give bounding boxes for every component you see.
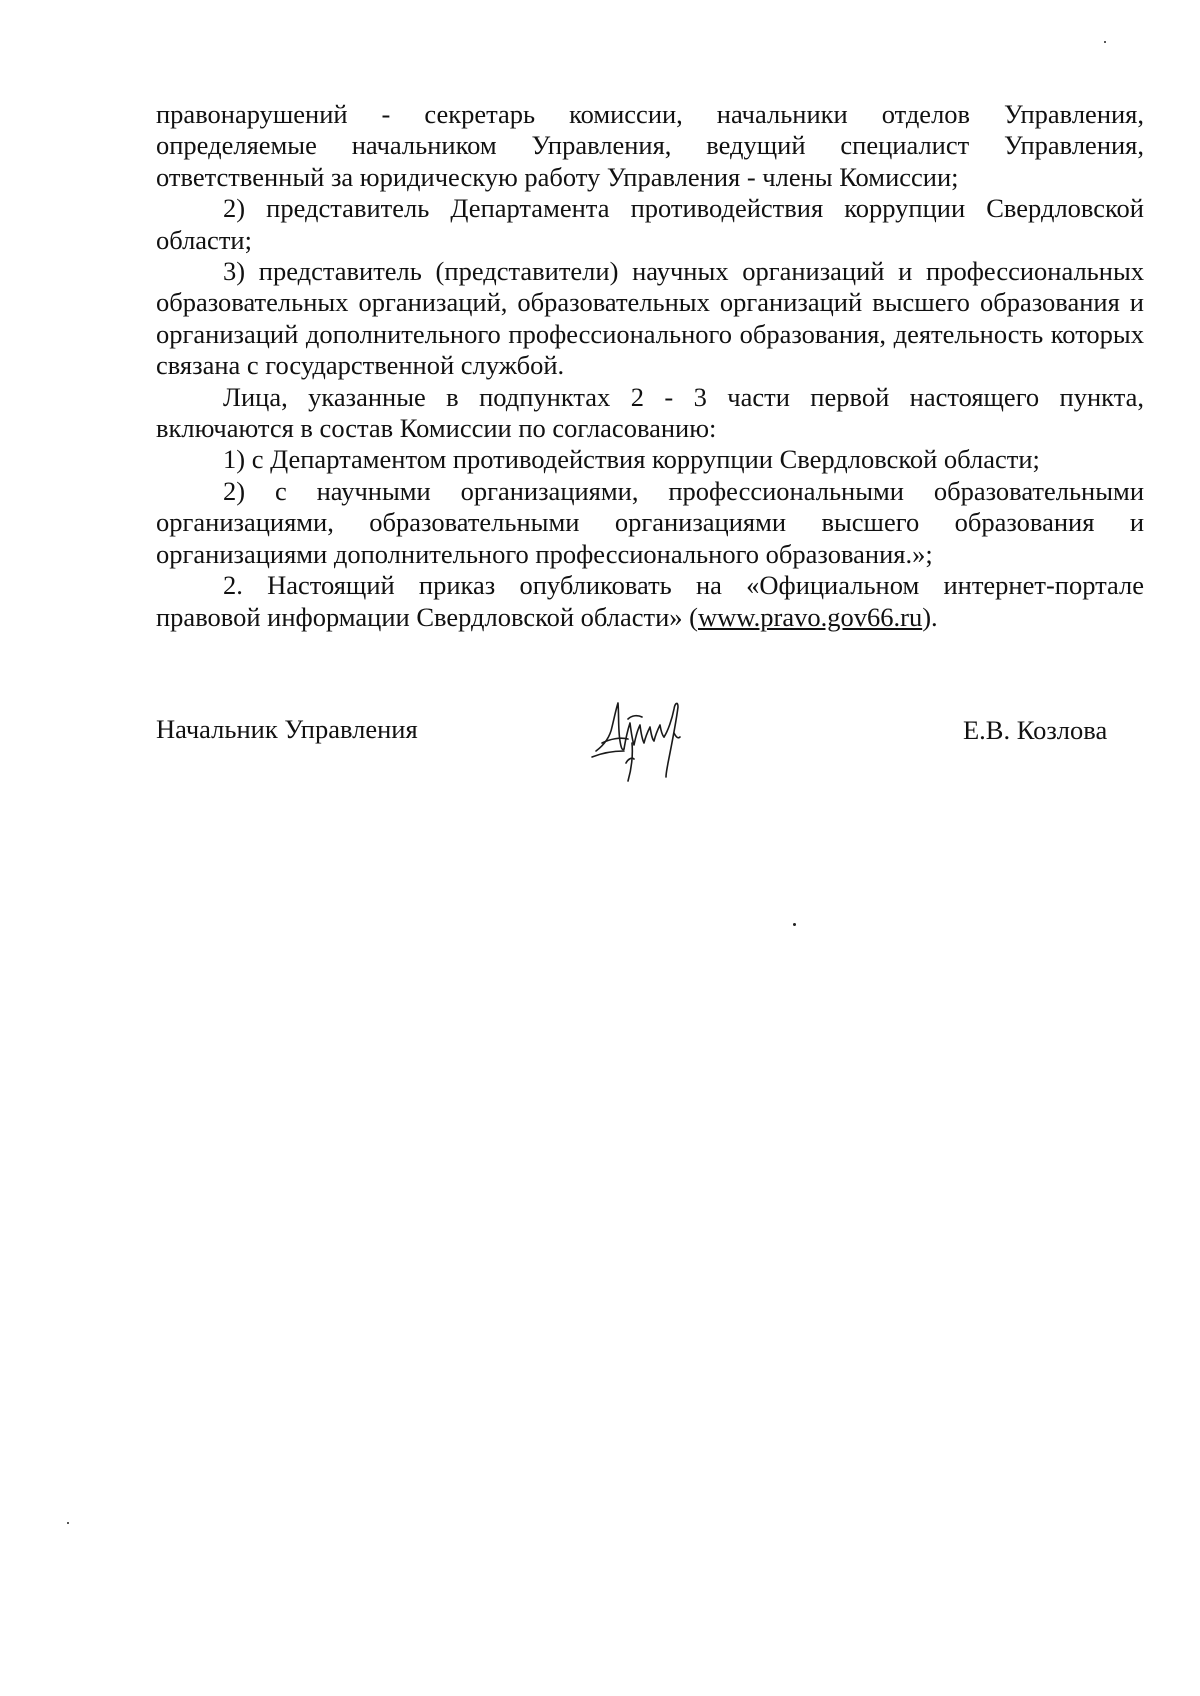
- document-body: [156, 99, 1144, 633]
- portal-url-link[interactable]: www.pravo.gov66.ru: [697, 601, 923, 632]
- paragraph-item-2-department: 2) представитель Департамента противодействия коррупции Свердловской области;: [156, 193, 1144, 255]
- signatory-name: Е.В. Козлова: [963, 715, 1108, 745]
- paragraph-agreement-1: 1) с Департаментом противодействия коррупции Свердловской области;: [223, 444, 1040, 475]
- paragraph-publish-order: [156, 570, 1144, 633]
- scan-speck: [793, 923, 796, 926]
- paragraph-agreement-2: 2) с научными организациями, профессиональными образовательными организациями, образовательными организациями высшего образования и организациями дополнительного профессионального образования.»;: [156, 475, 1144, 569]
- scan-speck: [67, 1522, 69, 1524]
- signatory-role: Начальник Управления: [156, 714, 418, 744]
- handwritten-signature: [588, 693, 700, 791]
- publish-text-after: ).: [922, 601, 938, 632]
- paragraph-commission-members: правонарушений - секретарь комиссии, начальники отделов Управления, определяемые начальником Управления, ведущий специалист Управления, ответственный за юридическую работу Управления - члены Комиссии;: [156, 99, 1144, 192]
- paragraph-item-3-organizations: 3) представитель (представители) научных организаций и профессиональных образовательных организаций, образовательных организаций высшего образования и организаций дополнительного профессионального образования, деятельность которых связана с государственной службой.: [156, 256, 1144, 381]
- publish-text-before: 2. Настоящий приказ опубликовать на «Официальном интернет-портале правовой информации Свердловской области» (: [156, 570, 1144, 632]
- paragraph-persons-agreement: Лица, указанные в подпунктах 2 - 3 части первой настоящего пункта, включаются в состав Комиссии по согласованию:: [156, 381, 1144, 444]
- scan-speck: [1104, 41, 1106, 43]
